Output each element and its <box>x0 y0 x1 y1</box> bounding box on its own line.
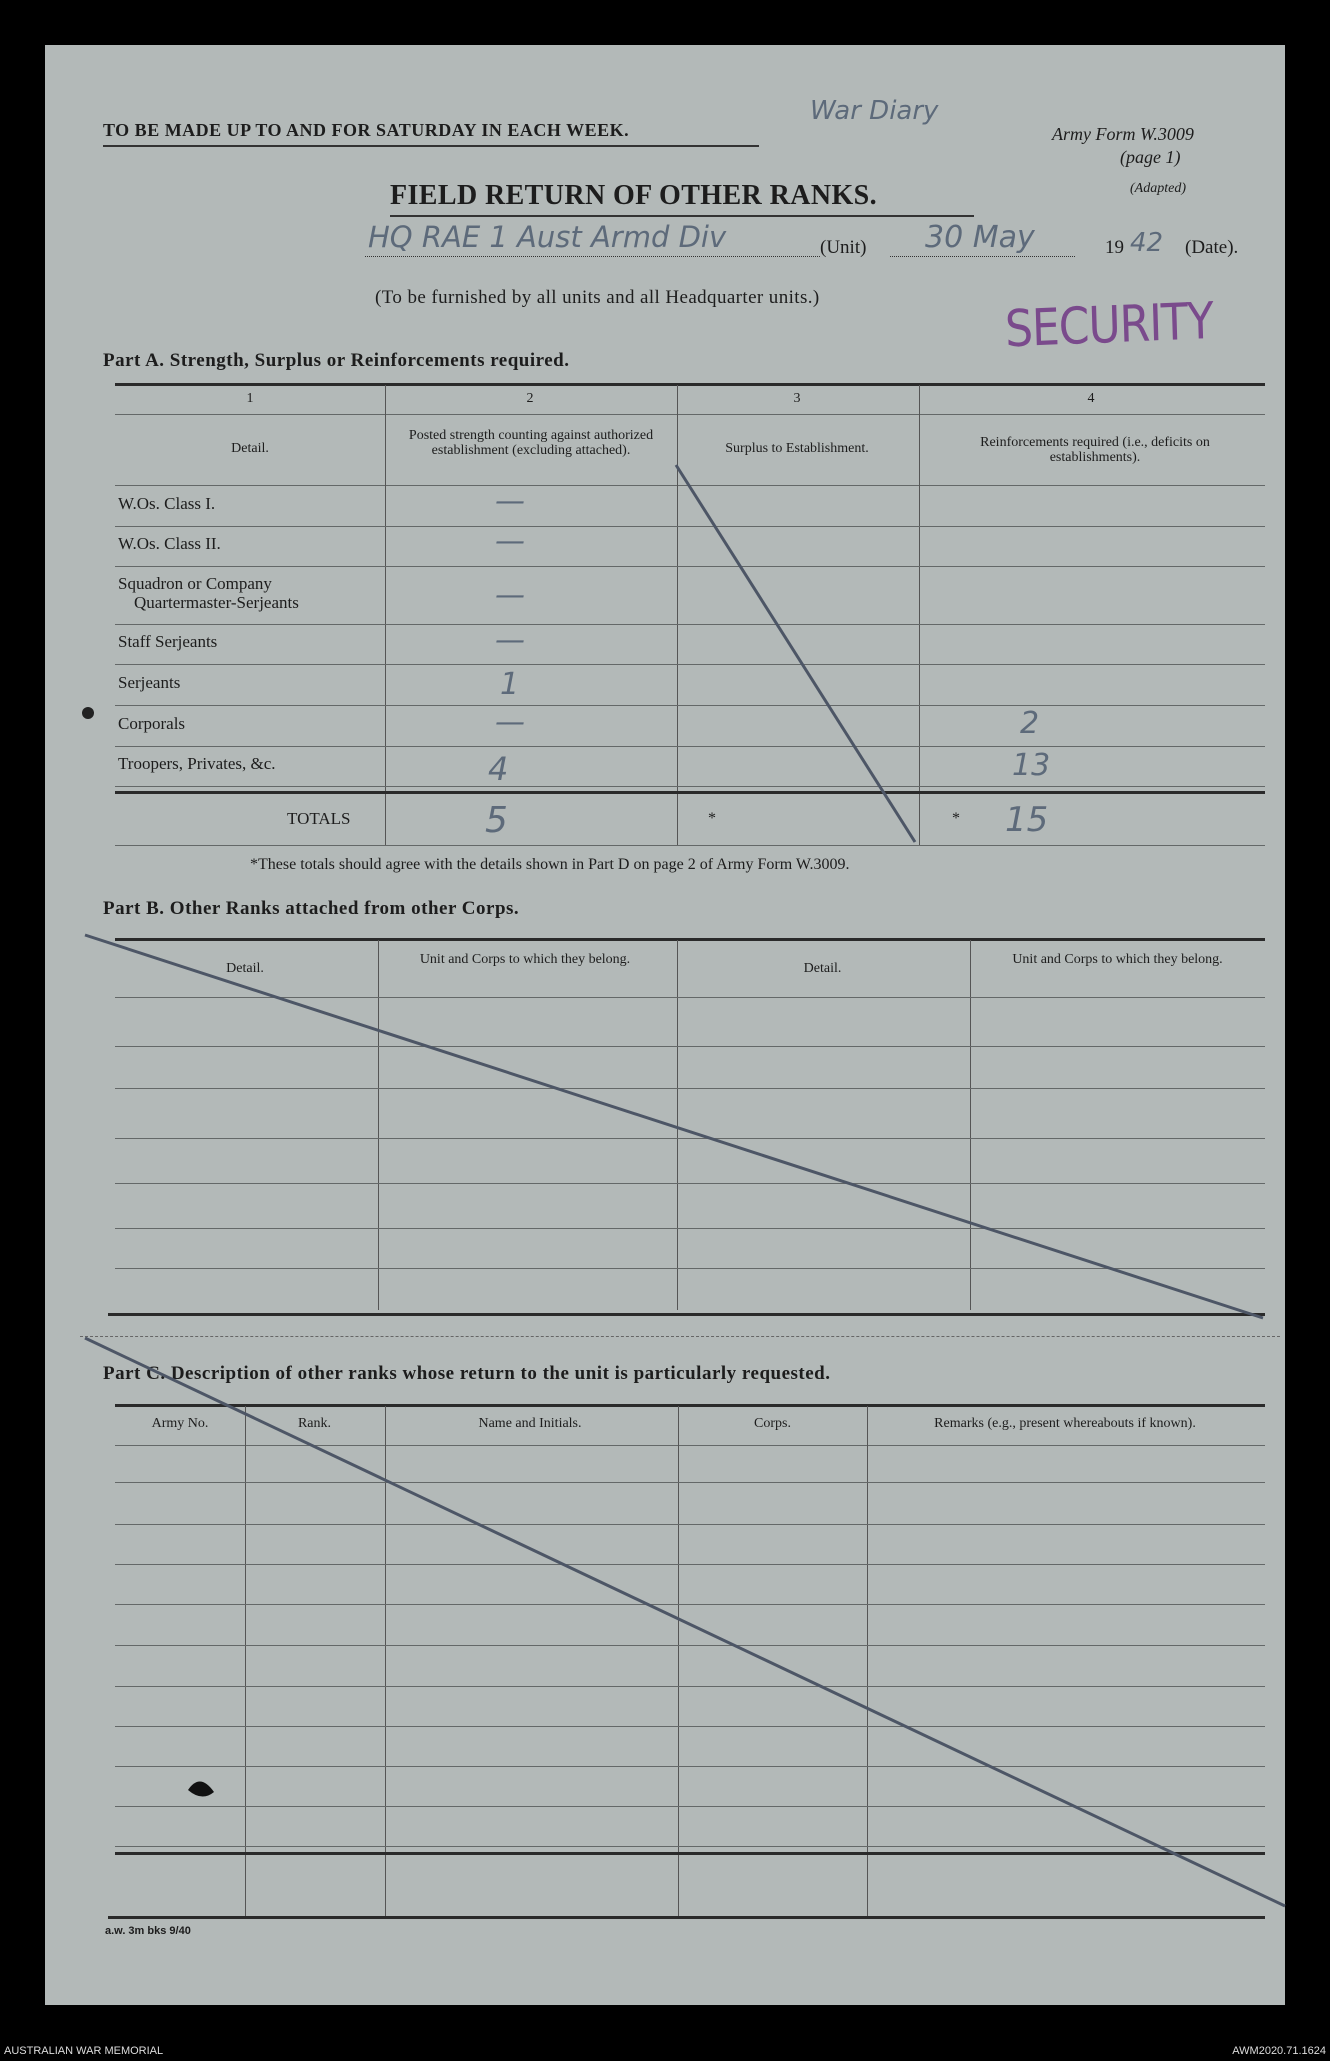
col-posted-header: Posted strength counting against authorized establishment (excluding attached). <box>408 428 654 458</box>
year-prefix: 19 <box>1105 237 1124 258</box>
total-reinf: 15 <box>1005 800 1049 840</box>
posted-serjeants: 1 <box>500 667 520 702</box>
adapted-label: (Adapted) <box>1130 181 1186 196</box>
war-diary-annotation: War Diary <box>810 96 939 126</box>
page-title: FIELD RETURN OF OTHER RANKS. <box>390 180 877 211</box>
date-label: (Date). <box>1185 237 1239 258</box>
part-b-col-unit-2: Unit and Corps to which they belong. <box>1012 952 1223 967</box>
date-value: 30 May <box>925 220 1035 255</box>
posted-cqms: — <box>495 578 525 613</box>
posted-wo2: — <box>495 524 525 559</box>
reinf-troopers: 13 <box>1012 748 1051 783</box>
year-value: 42 <box>1130 228 1164 258</box>
col-number-3: 3 <box>793 391 801 406</box>
row-label-cqms: Squadron or Company <box>118 574 272 593</box>
punch-hole <box>82 707 94 719</box>
row-label-cqms-2: Quartermaster-Serjeants <box>134 593 299 612</box>
totals-label: TOTALS <box>287 809 351 828</box>
part-c-col-remarks: Remarks (e.g., present whereabouts if known). <box>934 1416 1196 1431</box>
part-c-strike <box>85 1338 1285 1906</box>
part-b-col-detail-1: Detail. <box>226 961 264 976</box>
col-surplus-header: Surplus to Establishment. <box>725 441 869 456</box>
col-detail-header: Detail. <box>231 441 269 456</box>
part-b-col-unit-1: Unit and Corps to which they belong. <box>419 952 631 967</box>
posted-corporals: — <box>495 705 525 740</box>
instruction-text: TO BE MADE UP TO AND FOR SATURDAY IN EACH WEEK. <box>103 120 630 140</box>
reinf-corporals: 2 <box>1020 706 1040 741</box>
col-number-1: 1 <box>246 391 254 406</box>
part-a-footnote: *These totals should agree with the details shown in Part D on page 2 of Army Form W.3009. <box>250 856 850 873</box>
unit-value: HQ RAE 1 Aust Armd Div <box>368 220 727 254</box>
col-reinf-header: Reinforcements required (i.e., deficits on establishments). <box>980 435 1210 465</box>
total-surplus-mark: * <box>708 810 716 827</box>
row-label-wo1: W.Os. Class I. <box>118 494 216 513</box>
part-c-heading: Part C. Description of other ranks whose return to the unit is particularly requested. <box>103 1363 831 1384</box>
col-number-2: 2 <box>526 391 534 406</box>
row-label-staff-serjeants: Staff Serjeants <box>118 632 218 651</box>
part-c-col-corps: Corps. <box>754 1416 791 1431</box>
col-number-4: 4 <box>1087 391 1095 406</box>
part-b-col-detail-2: Detail. <box>803 961 842 976</box>
archive-footer-left: AUSTRALIAN WAR MEMORIAL <box>4 2045 164 2057</box>
row-label-corporals: Corporals <box>118 714 186 733</box>
archive-footer-right: AWM2020.71.1624 <box>1232 2045 1326 2057</box>
unit-label: (Unit) <box>820 237 867 258</box>
subtitle: (To be furnished by all units and all Headquarter units.) <box>375 287 820 308</box>
posted-wo1: — <box>495 484 525 519</box>
part-c-col-name: Name and Initials. <box>478 1416 582 1431</box>
posted-staff-serjeants: — <box>495 623 525 658</box>
row-label-wo2: W.Os. Class II. <box>118 534 221 553</box>
security-stamp: SECURITY <box>1004 292 1214 359</box>
total-reinf-mark: * <box>952 810 960 827</box>
total-posted: 5 <box>485 800 508 841</box>
form-number: Army Form W.3009 <box>1052 124 1194 144</box>
row-label-troopers: Troopers, Privates, &c. <box>118 754 276 773</box>
part-b-strike <box>85 935 1263 1318</box>
part-a-surplus-strike <box>676 465 915 842</box>
posted-troopers: 4 <box>488 750 509 788</box>
page-number: (page 1) <box>1120 147 1181 167</box>
row-label-serjeants: Serjeants <box>118 673 181 692</box>
part-c-col-rank: Rank. <box>297 1416 332 1431</box>
part-b-heading: Part B. Other Ranks attached from other Corps. <box>103 898 520 919</box>
punch-hole <box>188 1781 214 1796</box>
part-c-col-army-no: Army No. <box>151 1416 209 1431</box>
print-code: a.w. 3m bks 9/40 <box>105 1925 191 1937</box>
part-a-heading: Part A. Strength, Surplus or Reinforcements required. <box>103 350 570 371</box>
